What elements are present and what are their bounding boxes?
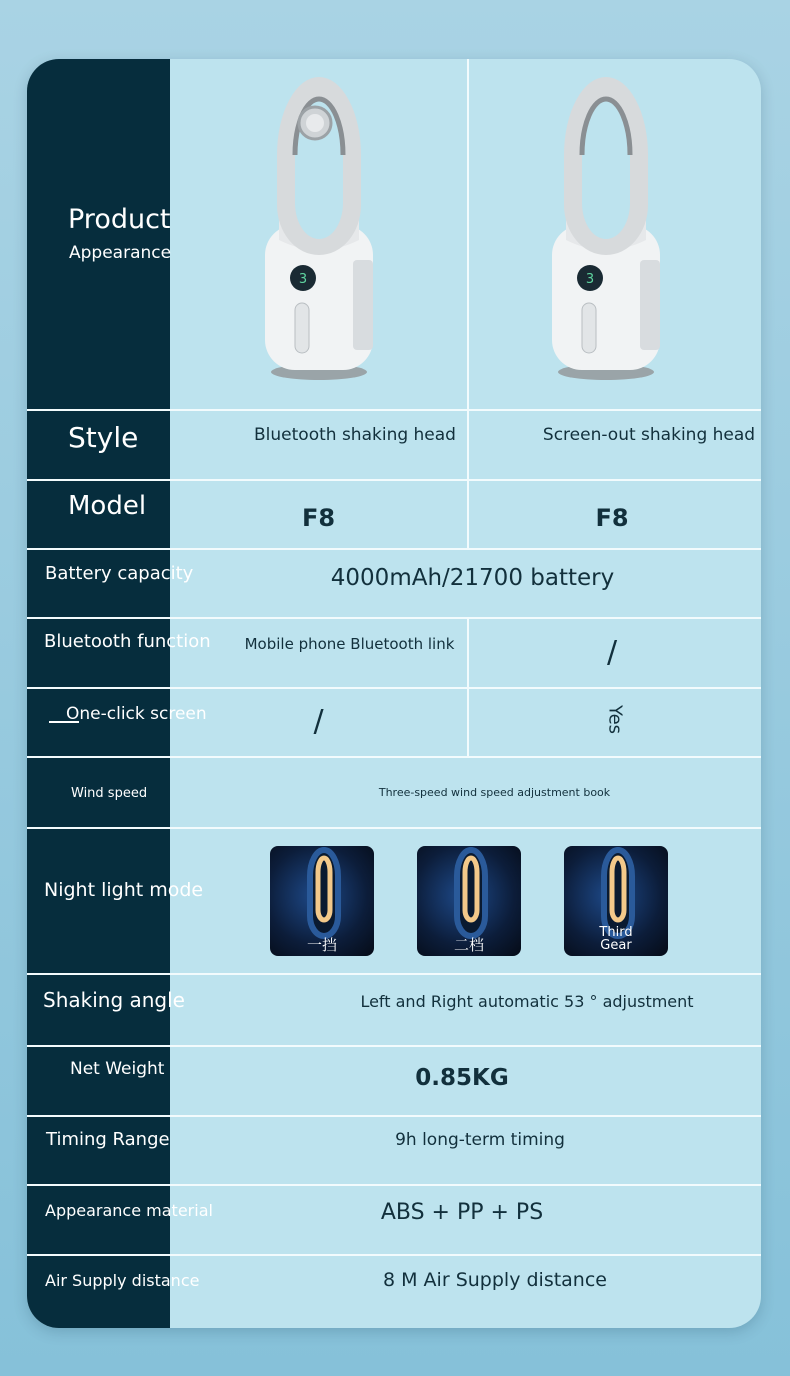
timing-value: 9h long-term timing: [395, 1130, 565, 1150]
bladeless-fan-icon: [544, 75, 674, 385]
battery-label: Battery capacity: [45, 563, 194, 584]
wind-value: Three-speed wind speed adjustment book: [378, 786, 611, 799]
screen-value-2: Yes: [604, 704, 626, 735]
row-divider: [27, 1184, 761, 1186]
appearance-title: Product: [68, 204, 171, 235]
night-label: Night light mode: [44, 879, 204, 901]
spec-table: [27, 59, 761, 1328]
svg-text:3: 3: [298, 272, 308, 287]
row-divider: [27, 617, 761, 619]
svg-text:3: 3: [585, 272, 595, 287]
bluetooth-value-2: /: [606, 635, 618, 670]
column-divider: [467, 619, 469, 687]
row-divider: [27, 409, 761, 411]
appearance-row: [27, 59, 761, 410]
supply-label: Air Supply distance: [45, 1271, 200, 1290]
material-value: ABS + PP + PS: [380, 1200, 544, 1225]
row-divider: [27, 827, 761, 829]
screen-value-1: /: [313, 704, 324, 739]
night-light-caption-2: 二档: [453, 936, 484, 954]
row-divider: [27, 479, 761, 481]
row-divider: [27, 756, 761, 758]
row-divider: [27, 1115, 761, 1117]
style-label: Style: [68, 421, 139, 454]
weight-label: Net Weight: [70, 1059, 165, 1079]
bluetooth-label: Bluetooth function: [44, 631, 211, 652]
supply-value: 8 M Air Supply distance: [383, 1269, 607, 1291]
bluetooth-value-1: Mobile phone Bluetooth link: [244, 635, 455, 653]
model-value-2: F8: [595, 504, 629, 532]
weight-value: 0.85KG: [415, 1065, 509, 1091]
material-label: Appearance material: [45, 1201, 213, 1220]
row-divider: [27, 1045, 761, 1047]
row-divider: [27, 973, 761, 975]
night-light-thumb-2: [417, 846, 521, 956]
style-value-1: Bluetooth shaking head: [254, 425, 456, 445]
shaking-value: Left and Right automatic 53 ° adjustment: [360, 992, 694, 1011]
model-value-1: F8: [301, 504, 336, 532]
column-divider: [467, 410, 469, 479]
appearance-subtitle: Appearance: [69, 243, 172, 263]
style-value-2: Screen-out shaking head: [542, 425, 756, 445]
bladeless-fan-with-speaker-icon: [257, 75, 387, 385]
row-divider: [27, 1254, 761, 1256]
row-divider: [27, 548, 761, 550]
model-label: Model: [68, 491, 147, 521]
column-divider: [467, 689, 469, 757]
column-divider: [467, 481, 469, 548]
night-light-caption-3: Third Gear: [599, 925, 633, 953]
screen-label: One-click screen: [66, 704, 207, 724]
wind-label: Wind speed: [71, 786, 148, 801]
night-light-thumb-3: [564, 846, 668, 956]
timing-label: Timing Range: [46, 1129, 170, 1150]
night-light-thumb-1: [270, 846, 374, 956]
night-light-caption-1: 一挡: [306, 936, 337, 954]
row-divider: [27, 687, 761, 689]
column-divider: [467, 59, 469, 410]
shaking-label: Shaking angle: [43, 988, 185, 1012]
battery-value: 4000mAh/21700 battery: [330, 565, 615, 591]
